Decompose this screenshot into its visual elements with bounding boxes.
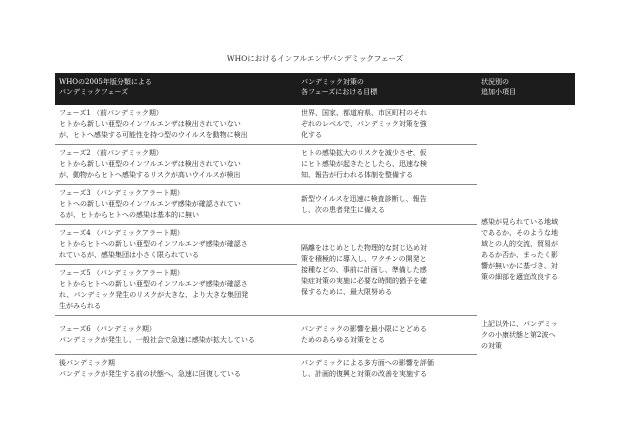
phase-cell: フェーズ1 （前パンデミック期） ヒトから新しい亜型のインフルエンザは検出されていない が、ヒトへ感染する可能性を持つ型のウイルスを動物に検出 [55,105,297,145]
document-title: WHOにおけるインフルエンザパンデミックフェーズ [226,54,404,63]
table-header-row [55,73,575,105]
pandemic-phase-table [55,73,575,383]
extra-cell-phase3-5: 感染が見られている地域 であるか、そのような地 域との人的交流、貿易が あるか否か、まったく影 響が無いかに基づき、対 策の細部を適宜改良する [481,218,558,281]
phase-cell: 後パンデミック期 パンデミックが発生する前の状態へ、急速に回復している [59,359,241,378]
goal-cell: 世界、国家、都道府県、市区町村のそれ ぞれのレベルで、パンデミック対策を強 化する [297,105,477,145]
extra-cell-phase6: 上記以外に、パンデミッ クの小康状態と第2波へ の対策 [481,319,558,350]
phase-cell: フェーズ2 （前パンデミック期） ヒトから新しい亜型のインフルエンザは検出されていない が、動物からヒトへ感染するリスクが高いウイルスが検出 [55,145,297,185]
goal-cell: 隔離をはじめとした物理的な封じ込め対 策を積極的に導入し、ワクチンの開発と 接種などの、事前に計画し、準備した感 染症対策の実施に必要な時間的猶予を確 保するために、最大限努める [297,225,477,316]
table-row [55,355,575,384]
table-row [55,316,575,355]
table-row [55,105,575,145]
phase-cell: フェーズ3 （パンデミックアラート期） ヒトへの新しい亜型のインフルエンザ感染が確認されてい るが、ヒトからヒトへの感染は基本的に無い [55,185,297,225]
phase-cell: フェーズ5 （パンデミックアラート期） ヒトからヒトへの新しい亜型のインフルエンザ感染が確認さ れ、パンデミック発生のリスクが大きな、より大きな集団発 生がみられる [55,265,297,316]
header-extra: 状況別の 追加小項目 [477,73,575,105]
extra-cell-empty [477,355,575,384]
header-goal: パンデミック対策の 各フェーズにおける目標 [297,73,477,105]
goal-cell: 新型ウイルスを迅速に検査診断し、報告 し、次の患者発生に備える [297,185,477,225]
goal-cell: ヒトの感染拡大のリスクを減少させ、仮 にヒト感染が起きたとしたら、迅速な検 知、報告が行われる体制を整備する [297,145,477,185]
goal-cell: パンデミックの影響を最小限にとどめる ためのあらゆる対策をとる [297,316,477,355]
phase-cell: フェーズ6 （パンデミック期） パンデミックが発生し、一般社会で急速に感染が拡大している [55,316,297,355]
phase-cell: フェーズ4 （パンデミックアラート期） ヒトからヒトへの新しい亜型のインフルエンザ感染が確認さ れているが、感染集団は小さく限られている [55,225,297,265]
goal-cell: パンデミックによる多方面への影響を評価 し、計画的復興と対策の改善を実施する [301,359,434,378]
header-phase: WHOの2005年版分類による パンデミックフェーズ [55,73,297,105]
extra-cell-empty [477,105,575,145]
extra-cell-empty [477,145,575,185]
table-row [55,185,575,225]
table-row [55,145,575,185]
